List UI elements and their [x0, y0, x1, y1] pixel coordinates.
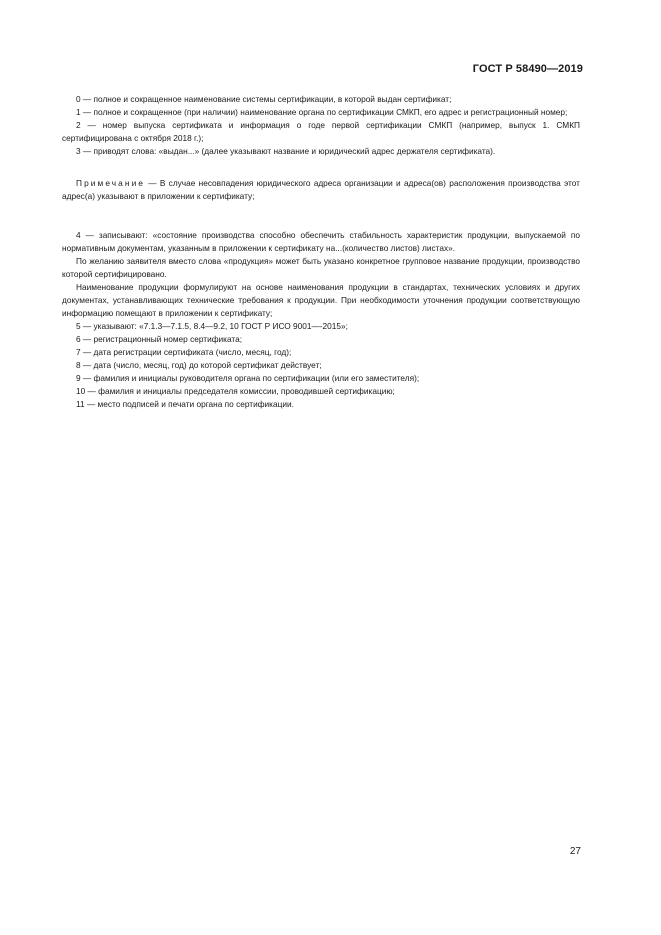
list-item: 4 — записывают: «состояние производства способно обеспечить стабильность характеристик продукции, выпускаемой по нормативным документам, указанным в приложении к сертификату на...(количество листов) листах».: [62, 230, 580, 253]
list-item: 8 — дата (число, месяц, год) до которой сертификат действует;: [76, 360, 322, 370]
list-item: Наименование продукции формулируют на основе наименования продукции в стандартах, технических условиях и других документах, устанавливающих технические требования к продукции. При необходимости уточнения продукции соответствующую информацию помещают в приложении к сертификату;: [62, 282, 580, 318]
list-item: 6 — регистрационный номер сертификата;: [76, 334, 243, 344]
list-item: По желанию заявителя вместо слова «продукция» может быть указано конкретное групповое название продукции, производство которой сертифицировано.: [62, 256, 580, 279]
list-item: 9 — фамилия и инициалы руководителя органа по сертификации (или его заместителя);: [76, 373, 420, 383]
list-item: 10 — фамилия и инициалы председателя комиссии, проводившей сертификацию;: [76, 386, 395, 396]
note: [62, 177, 580, 203]
list-item: 11 — место подписей и печати органа по сертификации.: [76, 399, 294, 409]
document-number: ГОСТ Р 58490—2019: [472, 63, 583, 75]
list-item: 2 — номер выпуска сертификата и информация о годе первой сертификации СМКП (например, выпуск 1. СМКП сертифицирована с октября 2018 г.);: [62, 120, 580, 143]
list-item: 1 — полное и сокращенное (при наличии) наименование органа по сертификации СМКП, его адрес и регистрационный номер;: [76, 107, 568, 117]
note-label: Примечание: [76, 178, 146, 188]
spacer: [62, 203, 580, 229]
note-text: — В случае несовпадения юридического адреса организации и адреса(ов) расположения производства этот адрес(а) указывают в приложении к сертификату;: [62, 178, 580, 201]
list-item: 0 — полное и сокращенное наименование системы сертификации, в которой выдан сертификат;: [76, 94, 452, 104]
document-body: [62, 93, 580, 411]
list-item: 5 — указывают: «7.1.3—7.1.5, 8.4—9.2, 10 ГОСТ Р ИСО 9001—-2015»;: [76, 321, 348, 331]
spacer: [62, 158, 580, 177]
page-number: 27: [569, 846, 581, 857]
list-item: 3 — приводят слова: «выдан...» (далее указывают название и юридический адрес держателя сертификата).: [76, 146, 496, 156]
list-item: 7 — дата регистрации сертификата (число, месяц, год);: [76, 347, 292, 357]
